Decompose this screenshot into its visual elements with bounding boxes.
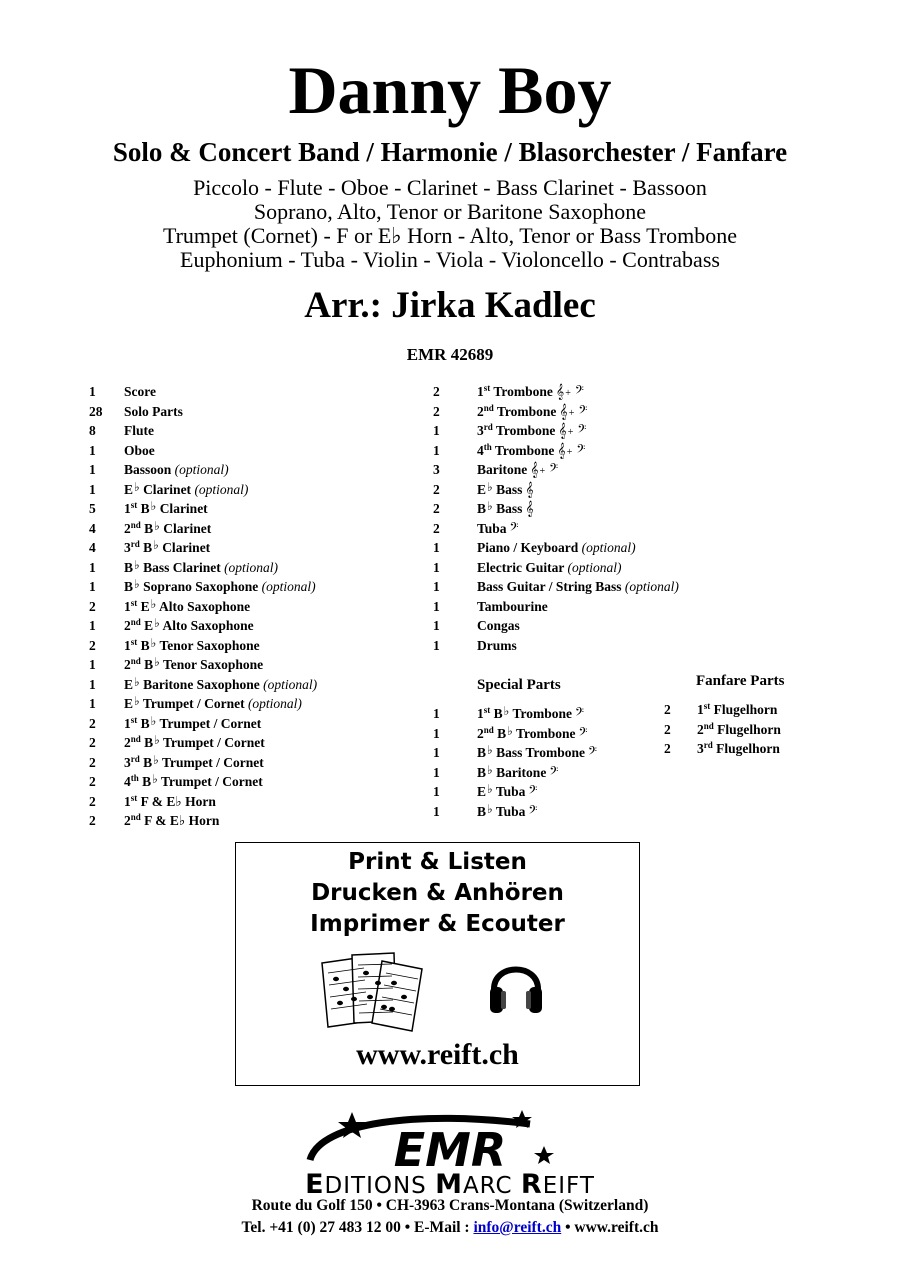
- flat-icon: ♭: [487, 762, 493, 777]
- part-name: [124, 811, 219, 831]
- part-name: [477, 704, 584, 725]
- part-instrument: Tuba: [495, 803, 526, 819]
- part-optional: (optional): [174, 462, 229, 477]
- part-name: [477, 499, 534, 520]
- bass-clef-icon: 𝄢: [574, 706, 584, 722]
- flat-icon: ♭: [487, 801, 493, 816]
- headphones-icon: [486, 953, 546, 1019]
- part-quantity: 1: [433, 803, 440, 819]
- part-ordinal-suffix: st: [483, 383, 491, 393]
- part-ordinal-suffix: rd: [130, 539, 140, 549]
- flat-icon: ♭: [487, 782, 493, 796]
- part-name: [477, 480, 534, 501]
- part-name: [477, 636, 517, 656]
- part-name: [697, 700, 777, 720]
- flat-icon: ♭: [134, 674, 140, 689]
- part-key: B: [497, 725, 507, 741]
- bass-clef-icon: 𝄢: [509, 520, 519, 537]
- part-ordinal: 1: [124, 501, 131, 516]
- part-instrument: Clarinet: [163, 520, 212, 536]
- part-instrument: Trombone: [493, 384, 553, 399]
- part-key: B: [142, 774, 152, 789]
- part-ordinal: 1: [477, 706, 484, 721]
- part-instrument: Trombone: [515, 725, 576, 741]
- part-ordinal: 1: [124, 637, 131, 653]
- promo-line: Drucken & Anhören: [311, 880, 564, 906]
- part-quantity: 4: [89, 520, 96, 536]
- part-quantity: 1: [89, 657, 96, 672]
- part-name: [124, 772, 263, 793]
- part-instrument: Trombone: [495, 423, 556, 438]
- part-key: E: [140, 598, 150, 614]
- part-key: B: [144, 657, 154, 672]
- part-name: [477, 724, 588, 745]
- instrumentation-line: Euphonium - Tuba - Violin - Viola - Violoncello - Contrabass: [180, 247, 720, 272]
- part-quantity: 2: [433, 403, 440, 419]
- part-instrument: Electric Guitar: [477, 559, 565, 575]
- part-quantity: 2: [433, 520, 440, 536]
- part-instrument: Baritone: [496, 764, 547, 780]
- part-ordinal-suffix: nd: [130, 519, 141, 530]
- part-key: B: [140, 637, 150, 653]
- part-ordinal: 2: [477, 725, 484, 741]
- part-quantity: 3: [433, 462, 440, 477]
- part-name: [477, 558, 621, 578]
- part-ordinal-suffix: nd: [483, 724, 494, 735]
- part-instrument: Flugelhorn: [713, 702, 778, 717]
- part-quantity: 1: [89, 481, 96, 497]
- part-ordinal: 1: [124, 793, 131, 809]
- part-quantity: 1: [433, 598, 440, 614]
- part-ordinal-suffix: th: [130, 773, 139, 783]
- part-name: [124, 499, 208, 520]
- part-instrument: F & E♭ Horn: [140, 793, 216, 809]
- part-name: [124, 558, 278, 579]
- email-link[interactable]: info@reift.ch: [473, 1219, 562, 1236]
- part-ordinal-suffix: st: [483, 705, 491, 715]
- part-ordinal: 1: [124, 598, 131, 614]
- arranger: Arr.: Jirka Kadlec: [304, 285, 596, 326]
- part-ordinal: 1: [477, 384, 484, 399]
- part-ordinal: 2: [124, 520, 131, 536]
- part-ordinal: 2: [124, 813, 131, 828]
- part-instrument: Congas: [477, 618, 520, 633]
- part-quantity: 2: [89, 715, 96, 731]
- bass-clef-icon: 𝄢: [578, 725, 588, 742]
- part-quantity: 1: [89, 462, 96, 477]
- part-instrument: Bass Guitar / String Bass: [477, 579, 622, 594]
- part-quantity: 1: [433, 784, 440, 799]
- part-ordinal-suffix: nd: [130, 734, 141, 744]
- part-instrument: Tambourine: [477, 598, 548, 614]
- part-ordinal-suffix: rd: [483, 422, 493, 432]
- part-name: [124, 753, 264, 774]
- treble-clef-icon: 𝄞: [559, 403, 568, 420]
- bass-clef-icon: 𝄢: [577, 423, 587, 439]
- plus-sign: +: [568, 407, 575, 419]
- part-instrument: Bass Trombone: [496, 745, 585, 760]
- part-quantity: 28: [89, 403, 103, 419]
- part-instrument: Piano / Keyboard: [477, 540, 579, 555]
- part-name: [477, 441, 585, 463]
- part-ordinal-suffix: rd: [130, 753, 140, 764]
- part-optional: (optional): [247, 696, 302, 711]
- part-optional: (optional): [624, 579, 679, 594]
- flat-icon: ♭: [134, 694, 140, 708]
- instrumentation-line: Piccolo - Flute - Oboe - Clarinet - Bass Clarinet - Bassoon: [193, 175, 707, 200]
- part-instrument: Solo Parts: [124, 403, 183, 419]
- part-quantity: 1: [89, 384, 96, 399]
- plus-sign: +: [566, 446, 573, 458]
- plus-sign: +: [565, 388, 571, 399]
- part-ordinal: 4: [477, 442, 484, 458]
- part-ordinal-suffix: st: [130, 714, 138, 725]
- plus-sign: +: [567, 427, 574, 438]
- part-quantity: 8: [89, 423, 96, 438]
- part-optional: (optional): [581, 540, 636, 555]
- part-instrument: Trumpet / Cornet: [162, 735, 265, 750]
- part-key: B: [477, 764, 487, 780]
- part-key: E: [477, 784, 487, 799]
- part-name: [477, 382, 584, 404]
- part-instrument: Flute: [124, 423, 154, 438]
- part-ordinal: 3: [697, 741, 704, 756]
- part-ordinal: 2: [477, 403, 484, 419]
- part-instrument: Flugelhorn: [717, 721, 781, 737]
- part-name: [124, 460, 229, 480]
- part-name: [124, 694, 302, 715]
- part-key: B: [477, 803, 487, 819]
- flat-icon: ♭: [154, 616, 160, 630]
- part-instrument: Clarinet: [159, 501, 208, 516]
- subtitle: Solo & Concert Band / Harmonie / Blasorchester / Fanfare: [112, 137, 788, 167]
- bass-clef-icon: 𝄢: [578, 403, 588, 420]
- part-instrument: Tuba: [477, 520, 507, 536]
- part-instrument: Bass Clarinet: [143, 559, 221, 575]
- part-key: B: [124, 559, 134, 575]
- part-quantity: 1: [433, 637, 440, 653]
- part-name: [477, 763, 558, 784]
- part-ordinal: 3: [124, 754, 131, 770]
- part-instrument: Tenor Saxophone: [162, 657, 264, 672]
- part-quantity: 1: [433, 423, 440, 438]
- instrumentation-line: Soprano, Alto, Tenor or Baritone Saxophone: [253, 199, 647, 224]
- part-quantity: 1: [433, 442, 440, 458]
- part-instrument: Trombone: [496, 403, 557, 419]
- flat-icon: ♭: [487, 743, 493, 757]
- bass-clef-icon: 𝄢: [528, 803, 538, 820]
- part-name: [477, 743, 597, 764]
- part-key: B: [477, 501, 487, 516]
- part-instrument: Clarinet: [162, 540, 211, 555]
- part-name: [477, 597, 548, 617]
- publisher-name: EDITIONS MARC REIFT: [305, 1169, 595, 1200]
- part-name: [477, 538, 636, 558]
- part-name: [124, 577, 316, 598]
- treble-clef-icon: 𝄞: [530, 462, 539, 478]
- part-quantity: 1: [433, 764, 440, 780]
- part-key: B: [143, 540, 153, 555]
- part-ordinal: 3: [477, 423, 484, 438]
- part-name: [124, 519, 211, 540]
- flat-icon: ♭: [134, 479, 140, 494]
- part-name: [124, 675, 317, 696]
- part-key: B: [493, 706, 503, 721]
- part-name: [124, 714, 261, 735]
- promo-line: Print & Listen: [348, 849, 527, 875]
- part-quantity: 2: [664, 721, 671, 737]
- flat-icon: ♭: [150, 499, 157, 513]
- part-ordinal: 2: [124, 618, 131, 633]
- part-optional: (optional): [263, 676, 318, 692]
- part-name: [477, 519, 519, 540]
- flat-icon: ♭: [134, 557, 140, 572]
- flat-icon: ♭: [152, 772, 158, 786]
- part-ordinal: 1: [697, 702, 704, 717]
- part-name: [124, 792, 216, 812]
- flat-icon: ♭: [503, 704, 510, 718]
- part-name: [124, 733, 265, 754]
- part-key: B: [477, 745, 487, 760]
- part-quantity: 1: [433, 579, 440, 594]
- part-quantity: 1: [89, 696, 96, 711]
- part-key: B: [140, 715, 150, 731]
- part-quantity: 1: [89, 442, 96, 458]
- part-optional: (optional): [567, 559, 622, 575]
- part-instrument: Trumpet / Cornet: [160, 774, 263, 789]
- bass-clef-icon: 𝄢: [574, 384, 584, 400]
- part-name: [124, 480, 248, 501]
- part-quantity: 1: [433, 559, 440, 575]
- part-optional: (optional): [261, 579, 316, 594]
- part-quantity: 1: [89, 618, 96, 633]
- part-key: E: [124, 676, 134, 692]
- part-instrument: Baritone Saxophone: [143, 676, 260, 692]
- treble-clef-icon: 𝄞: [525, 501, 534, 517]
- part-quantity: 2: [89, 754, 96, 770]
- part-quantity: 1: [89, 559, 96, 575]
- title: Danny Boy: [288, 52, 612, 128]
- sheet-music-icon: [320, 951, 430, 1033]
- catalog-number: EMR 42689: [406, 345, 494, 364]
- part-quantity: 2: [664, 741, 671, 756]
- part-instrument: Bass: [496, 501, 523, 516]
- part-name: [124, 597, 250, 618]
- part-name: [124, 616, 254, 637]
- part-ordinal-suffix: st: [130, 597, 138, 608]
- part-name: [477, 421, 586, 443]
- flat-icon: ♭: [134, 577, 140, 591]
- part-ordinal-suffix: st: [130, 636, 138, 647]
- part-name: [697, 739, 780, 759]
- part-instrument: Drums: [477, 637, 517, 653]
- part-ordinal-suffix: nd: [130, 617, 141, 627]
- part-ordinal: 2: [697, 721, 704, 737]
- part-quantity: 1: [433, 706, 440, 721]
- part-quantity: 2: [89, 637, 96, 653]
- part-name: [697, 720, 781, 740]
- part-ordinal-suffix: st: [130, 500, 138, 510]
- part-ordinal: 3: [124, 540, 131, 555]
- part-ordinal-suffix: st: [703, 701, 711, 711]
- part-key: B: [144, 520, 154, 536]
- part-optional: (optional): [194, 481, 249, 497]
- publisher-address: Route du Golf 150 • CH-3963 Crans-Montana (Switzerland): [251, 1197, 649, 1214]
- part-quantity: 1: [433, 725, 440, 741]
- part-instrument: Tenor Saxophone: [159, 637, 260, 653]
- treble-clef-icon: 𝄞: [555, 384, 565, 400]
- fanfare-parts-heading: Fanfare Parts: [696, 673, 785, 689]
- part-instrument: Baritone: [477, 462, 528, 477]
- part-instrument: Trombone: [494, 442, 555, 458]
- part-quantity: 4: [89, 540, 96, 555]
- part-instrument: Bassoon: [124, 462, 172, 477]
- part-name: [477, 460, 558, 482]
- part-name: [124, 421, 154, 441]
- part-name: [477, 802, 537, 823]
- part-name: [124, 382, 156, 402]
- instrumentation-line: Trumpet (Cornet) - F or E♭ Horn - Alto, Tenor or Bass Trombone: [162, 223, 738, 248]
- part-ordinal-suffix: st: [130, 792, 138, 803]
- part-instrument: Bass: [496, 481, 523, 497]
- website-link[interactable]: www.reift.ch: [356, 1038, 519, 1071]
- part-ordinal-suffix: nd: [483, 402, 494, 413]
- part-key: E: [144, 618, 154, 633]
- flat-icon: ♭: [507, 723, 513, 738]
- part-quantity: 2: [89, 793, 96, 809]
- part-name: [124, 538, 210, 559]
- print-listen-box: [235, 842, 640, 1086]
- part-name: [477, 616, 520, 636]
- flat-icon: ♭: [154, 655, 160, 669]
- part-name: [477, 782, 537, 803]
- part-quantity: 2: [433, 501, 440, 516]
- part-quantity: 1: [433, 618, 440, 633]
- publisher-contact: Tel. +41 (0) 27 483 12 00 • E-Mail : info@reift.ch • www.reift.ch: [241, 1219, 659, 1236]
- part-name: [124, 402, 183, 422]
- plus-sign: +: [539, 466, 546, 477]
- treble-clef-icon: 𝄞: [557, 442, 566, 459]
- part-instrument: Oboe: [124, 442, 155, 458]
- treble-clef-icon: 𝄞: [525, 481, 534, 498]
- part-instrument: Flugelhorn: [716, 741, 780, 756]
- flat-icon: ♭: [150, 713, 157, 728]
- part-ordinal: 1: [124, 715, 131, 731]
- part-name: [124, 636, 260, 657]
- bass-clef-icon: 𝄢: [549, 462, 559, 478]
- part-instrument: Score: [124, 384, 156, 399]
- part-name: [124, 655, 263, 676]
- part-key: B: [124, 579, 134, 594]
- part-ordinal-suffix: nd: [130, 656, 141, 666]
- part-instrument: F & E♭ Horn: [144, 813, 220, 828]
- part-quantity: 2: [89, 774, 96, 789]
- part-quantity: 1: [433, 745, 440, 760]
- part-key: E: [477, 481, 487, 497]
- part-quantity: 2: [89, 735, 96, 750]
- part-instrument: Trumpet / Cornet: [161, 754, 264, 770]
- part-instrument: Alto Saxophone: [158, 598, 251, 614]
- promo-line: Imprimer & Ecouter: [310, 911, 565, 937]
- part-ordinal: 4: [124, 774, 131, 789]
- part-name: [124, 441, 155, 461]
- part-ordinal-suffix: rd: [703, 740, 713, 750]
- part-ordinal-suffix: nd: [130, 812, 141, 822]
- flat-icon: ♭: [150, 596, 157, 611]
- flat-icon: ♭: [153, 752, 159, 767]
- part-name: [477, 402, 587, 424]
- part-key: E: [124, 481, 134, 497]
- part-ordinal: 2: [124, 735, 131, 750]
- part-quantity: 2: [433, 481, 440, 497]
- bass-clef-icon: 𝄢: [528, 784, 538, 800]
- part-key: B: [144, 735, 154, 750]
- bass-clef-icon: 𝄢: [576, 442, 586, 459]
- part-instrument: Soprano Saxophone: [143, 579, 259, 594]
- flat-icon: ♭: [154, 733, 160, 747]
- emr-logo: [300, 1106, 600, 1172]
- bass-clef-icon: 𝄢: [549, 764, 559, 781]
- flat-icon: ♭: [153, 538, 159, 552]
- part-instrument: Tuba: [495, 784, 526, 799]
- part-quantity: 2: [664, 702, 671, 717]
- part-key: B: [143, 754, 153, 770]
- flat-icon: ♭: [154, 518, 160, 533]
- part-instrument: Alto Saxophone: [162, 618, 254, 633]
- flat-icon: ♭: [487, 499, 493, 513]
- part-ordinal: 2: [124, 657, 131, 672]
- part-instrument: Trombone: [512, 706, 572, 721]
- part-optional: (optional): [224, 559, 279, 575]
- part-ordinal-suffix: th: [483, 441, 492, 452]
- part-quantity: 2: [89, 813, 96, 828]
- treble-clef-icon: 𝄞: [558, 423, 567, 439]
- part-instrument: Clarinet: [143, 481, 192, 497]
- emr-logo-text: EMR: [393, 1123, 507, 1172]
- part-instrument: Trumpet / Cornet: [159, 715, 262, 731]
- special-parts-heading: Special Parts: [477, 677, 561, 693]
- part-quantity: 2: [89, 598, 96, 614]
- part-key: B: [140, 501, 150, 516]
- flat-icon: ♭: [150, 635, 157, 650]
- part-name: [477, 577, 679, 597]
- part-quantity: 5: [89, 501, 96, 516]
- part-quantity: 1: [89, 676, 96, 692]
- part-key: E: [124, 696, 134, 711]
- part-quantity: 1: [433, 540, 440, 555]
- flat-icon: ♭: [487, 479, 493, 494]
- part-ordinal-suffix: nd: [703, 720, 714, 731]
- bass-clef-icon: 𝄢: [587, 745, 597, 761]
- part-quantity: 2: [433, 384, 440, 399]
- part-instrument: Trumpet / Cornet: [142, 696, 245, 711]
- part-quantity: 1: [89, 579, 96, 594]
